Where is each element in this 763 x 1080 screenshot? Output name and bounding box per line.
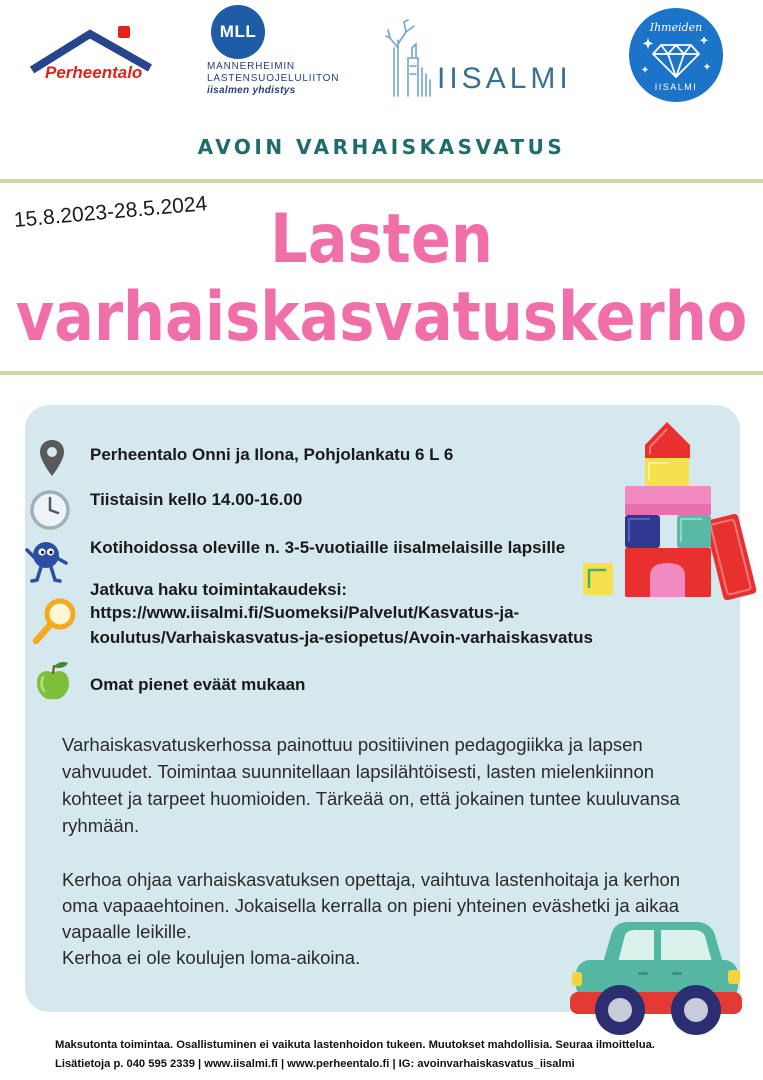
mll-text-line2: LASTENSUOJELULIITON <box>207 73 340 84</box>
description-p1-line4: ryhmään. <box>62 815 140 836</box>
audience-text: Kotihoidossa oleville n. 3-5-vuotiaille iisalmelaisille lapsille <box>90 538 566 557</box>
location-pin-icon <box>39 439 65 477</box>
info-row-location <box>24 436 584 480</box>
page-title-line2: varhaiskasvatuskerho <box>15 276 748 357</box>
snacks-text: Omat pienet eväät mukaan <box>90 675 306 694</box>
description-p2-line4: Kerhoa ei ole koulujen loma-aikoina. <box>62 947 361 968</box>
ihmeiden-logo-bottom-text: IISALMI <box>654 82 698 92</box>
description-p2-line2: oma vapaaehtoinen. Jokaisella kerralla on pieni yhteinen eväshetki ja aikaa <box>62 895 680 916</box>
application-url-line1: https://www.iisalmi.fi/Suomeksi/Palvelut/Kasvatus-ja- <box>90 603 520 622</box>
mll-logo <box>0 0 360 100</box>
toy-car-illustration <box>568 918 744 1038</box>
toy-blocks-illustration <box>578 418 762 604</box>
application-url-line2: koulutus/Varhaiskasvatus-ja-esiopetus/Avoin-varhaiskasvatus <box>90 628 593 647</box>
apple-icon <box>33 661 73 703</box>
footer-line2: Lisätietoja p. 040 595 2339 | www.iisalmi.fi | www.perheentalo.fi | IG: avoinvarhaiskasvatus_iisalmi <box>55 1058 575 1070</box>
location-text: Perheentalo Onni ja Ilona, Pohjolankatu 6 L 6 <box>90 445 454 464</box>
mll-text-line1: MANNERHEIMIN <box>207 61 295 72</box>
description-p1-line1: Varhaiskasvatuskerhossa painottuu positiivinen pedagogiikka ja lapsen <box>62 734 643 755</box>
description-p2-line1: Kerhoa ohjaa varhaiskasvatuksen opettaja, vaihtuva lastenhoitaja ja kerhon <box>62 869 681 890</box>
top-divider <box>0 179 763 183</box>
perheentalo-logo-text: Perheentalo <box>45 63 143 82</box>
info-row-application <box>24 576 593 652</box>
info-row-time <box>24 486 584 532</box>
iisalmi-logo-text: IISALMI <box>437 62 572 95</box>
tree-tower-icon <box>384 18 434 98</box>
footer-line1: Maksutonta toimintaa. Osallistuminen ei vaikuta lastenhoidon tukeen. Muutokset mahdollisia. Seuraa ilmoittelua. <box>55 1039 655 1051</box>
description-p1-line3: kohteet ja tarpeet huomioiden. Tärkeää on, että jokainen tuntee kuuluvansa <box>62 788 680 809</box>
kicker-heading: AVOIN VARHAISKASVATUS <box>197 135 566 159</box>
iisalmi-logo <box>380 14 570 100</box>
ihmeiden-iisalmi-logo <box>629 8 723 102</box>
magnifier-icon <box>30 596 78 646</box>
clock-icon <box>29 489 71 531</box>
bottom-divider <box>0 371 763 375</box>
description-p2-line3: vapaalle leikille. <box>62 921 192 942</box>
ihmeiden-logo-top-text: Ihmeiden <box>649 21 703 34</box>
description-p1-line2: vahvuudet. Toimintaa suunnitellaan lapsilähtöisesti, lasten mielenkiinnon <box>62 761 655 782</box>
application-label: Jatkuva haku toimintakaudeksi: <box>90 580 347 599</box>
mll-circle-badge: MLL <box>211 5 265 59</box>
time-text: Tiistaisin kello 14.00-16.00 <box>90 490 303 509</box>
mll-text-line3: iisalmen yhdistys <box>207 85 296 96</box>
season-dates: 15.8.2023-28.5.2024 <box>12 192 209 232</box>
page-title-line1: Lasten <box>270 198 493 279</box>
info-row-snacks <box>24 658 584 704</box>
